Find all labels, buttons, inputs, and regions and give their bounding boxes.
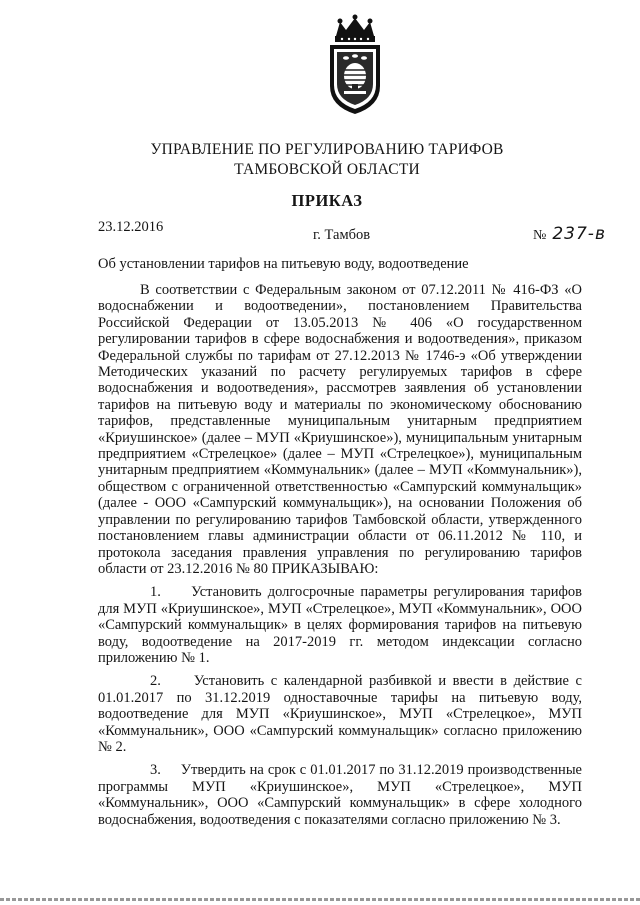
order-item-1 xyxy=(98,584,582,666)
item-number: 1. xyxy=(150,584,161,601)
org-name-line-1: УПРАВЛЕНИЕ ПО РЕГУЛИРОВАНИЮ ТАРИФОВ xyxy=(150,141,504,158)
document-number xyxy=(533,224,606,244)
scan-edge-line xyxy=(0,898,640,901)
document-type-title: ПРИКАЗ xyxy=(291,191,363,210)
issuing-authority xyxy=(0,140,640,180)
item-text: Утвердить на срок с 01.01.2017 по 31.12.2019 производственные программы МУП «Криушинское», МУП «Стрелецкое», МУП «Коммунальник», ООО «Сампурский коммунальщик» в сфере холодного водоснабжения, водоотведения с показателями согласно приложению № 3. xyxy=(98,762,582,828)
item-text: Установить долгосрочные параметры регулирования тарифов для МУП «Криушинское», МУП «Стрелецкое», МУП «Коммунальник», ООО «Сампурский коммунальщик» в целях формирования тарифов на питьевую воду, водоотведение на 2017-2019 гг. методом индексации согласно приложению № 1. xyxy=(98,584,583,666)
item-text: Установить с календарной разбивкой и ввести в действие с 01.01.2017 по 31.12.2019 одноставочные тарифы на питьевую воду, водоотведение для МУП «Криушинское», МУП «Стрелецкое», МУП «Коммунальник», ООО «Сампурский коммунальщик» согласно приложению № 2. xyxy=(98,673,582,755)
org-name-line-2: ТАМБОВСКОЙ ОБЛАСТИ xyxy=(234,161,420,178)
item-number: 2. xyxy=(150,673,161,690)
preamble-paragraph: В соответствии с Федеральным законом от 07.12.2011 № 416-ФЗ «О водоснабжении и водоотведении», постановлением Правительства Российской Федерации от 13.05.2013 № 406 «О государственном регулировании тарифов в сфере водоснабжения и водоотведения», приказом Федеральной службы по тарифам от 27.12.2013 № 1746-э «Об утверждении Методических указаний по расчету регулируемых тарифов в сфере водоснабжения и водоотведения», рассмотрев заявления об установлении тарифов на питьевую воду и материалы по экономическому обоснованию тарифов, представленные муниципальным унитарным предприятием «Криушинское» (далее – МУП «Криушинское»), муниципальным унитарным предприятием «Стрелецкое» (далее – МУП «Стрелецкое»), муниципальным унитарным предприятием «Коммунальник» (далее – МУП «Коммунальник»), обществом с ограниченной ответственностью «Сампурский коммунальщик» (далее - ООО «Сампурский коммунальщик»), на основании Положения об управлении по регулированию тарифов Тамбовской области, утвержденного постановлением главы администрации области от 06.11.2012 № 110, и протокола заседания правления управления по регулированию тарифов области от 23.12.2016 № 80 ПРИКАЗЫВАЮ: xyxy=(98,282,582,577)
item-number: 3. xyxy=(150,762,161,779)
document-city: г. Тамбов xyxy=(313,227,371,243)
document-subject: Об установлении тарифов на питьевую воду, водоотведение xyxy=(98,256,469,272)
document-date: 23.12.2016 xyxy=(98,219,164,235)
order-item-2 xyxy=(98,673,582,755)
handwritten-number: 237-в xyxy=(552,224,606,244)
coat-of-arms-icon xyxy=(322,14,388,116)
document-body xyxy=(98,282,582,828)
number-sign: № xyxy=(533,228,547,243)
order-item-3 xyxy=(98,762,582,828)
